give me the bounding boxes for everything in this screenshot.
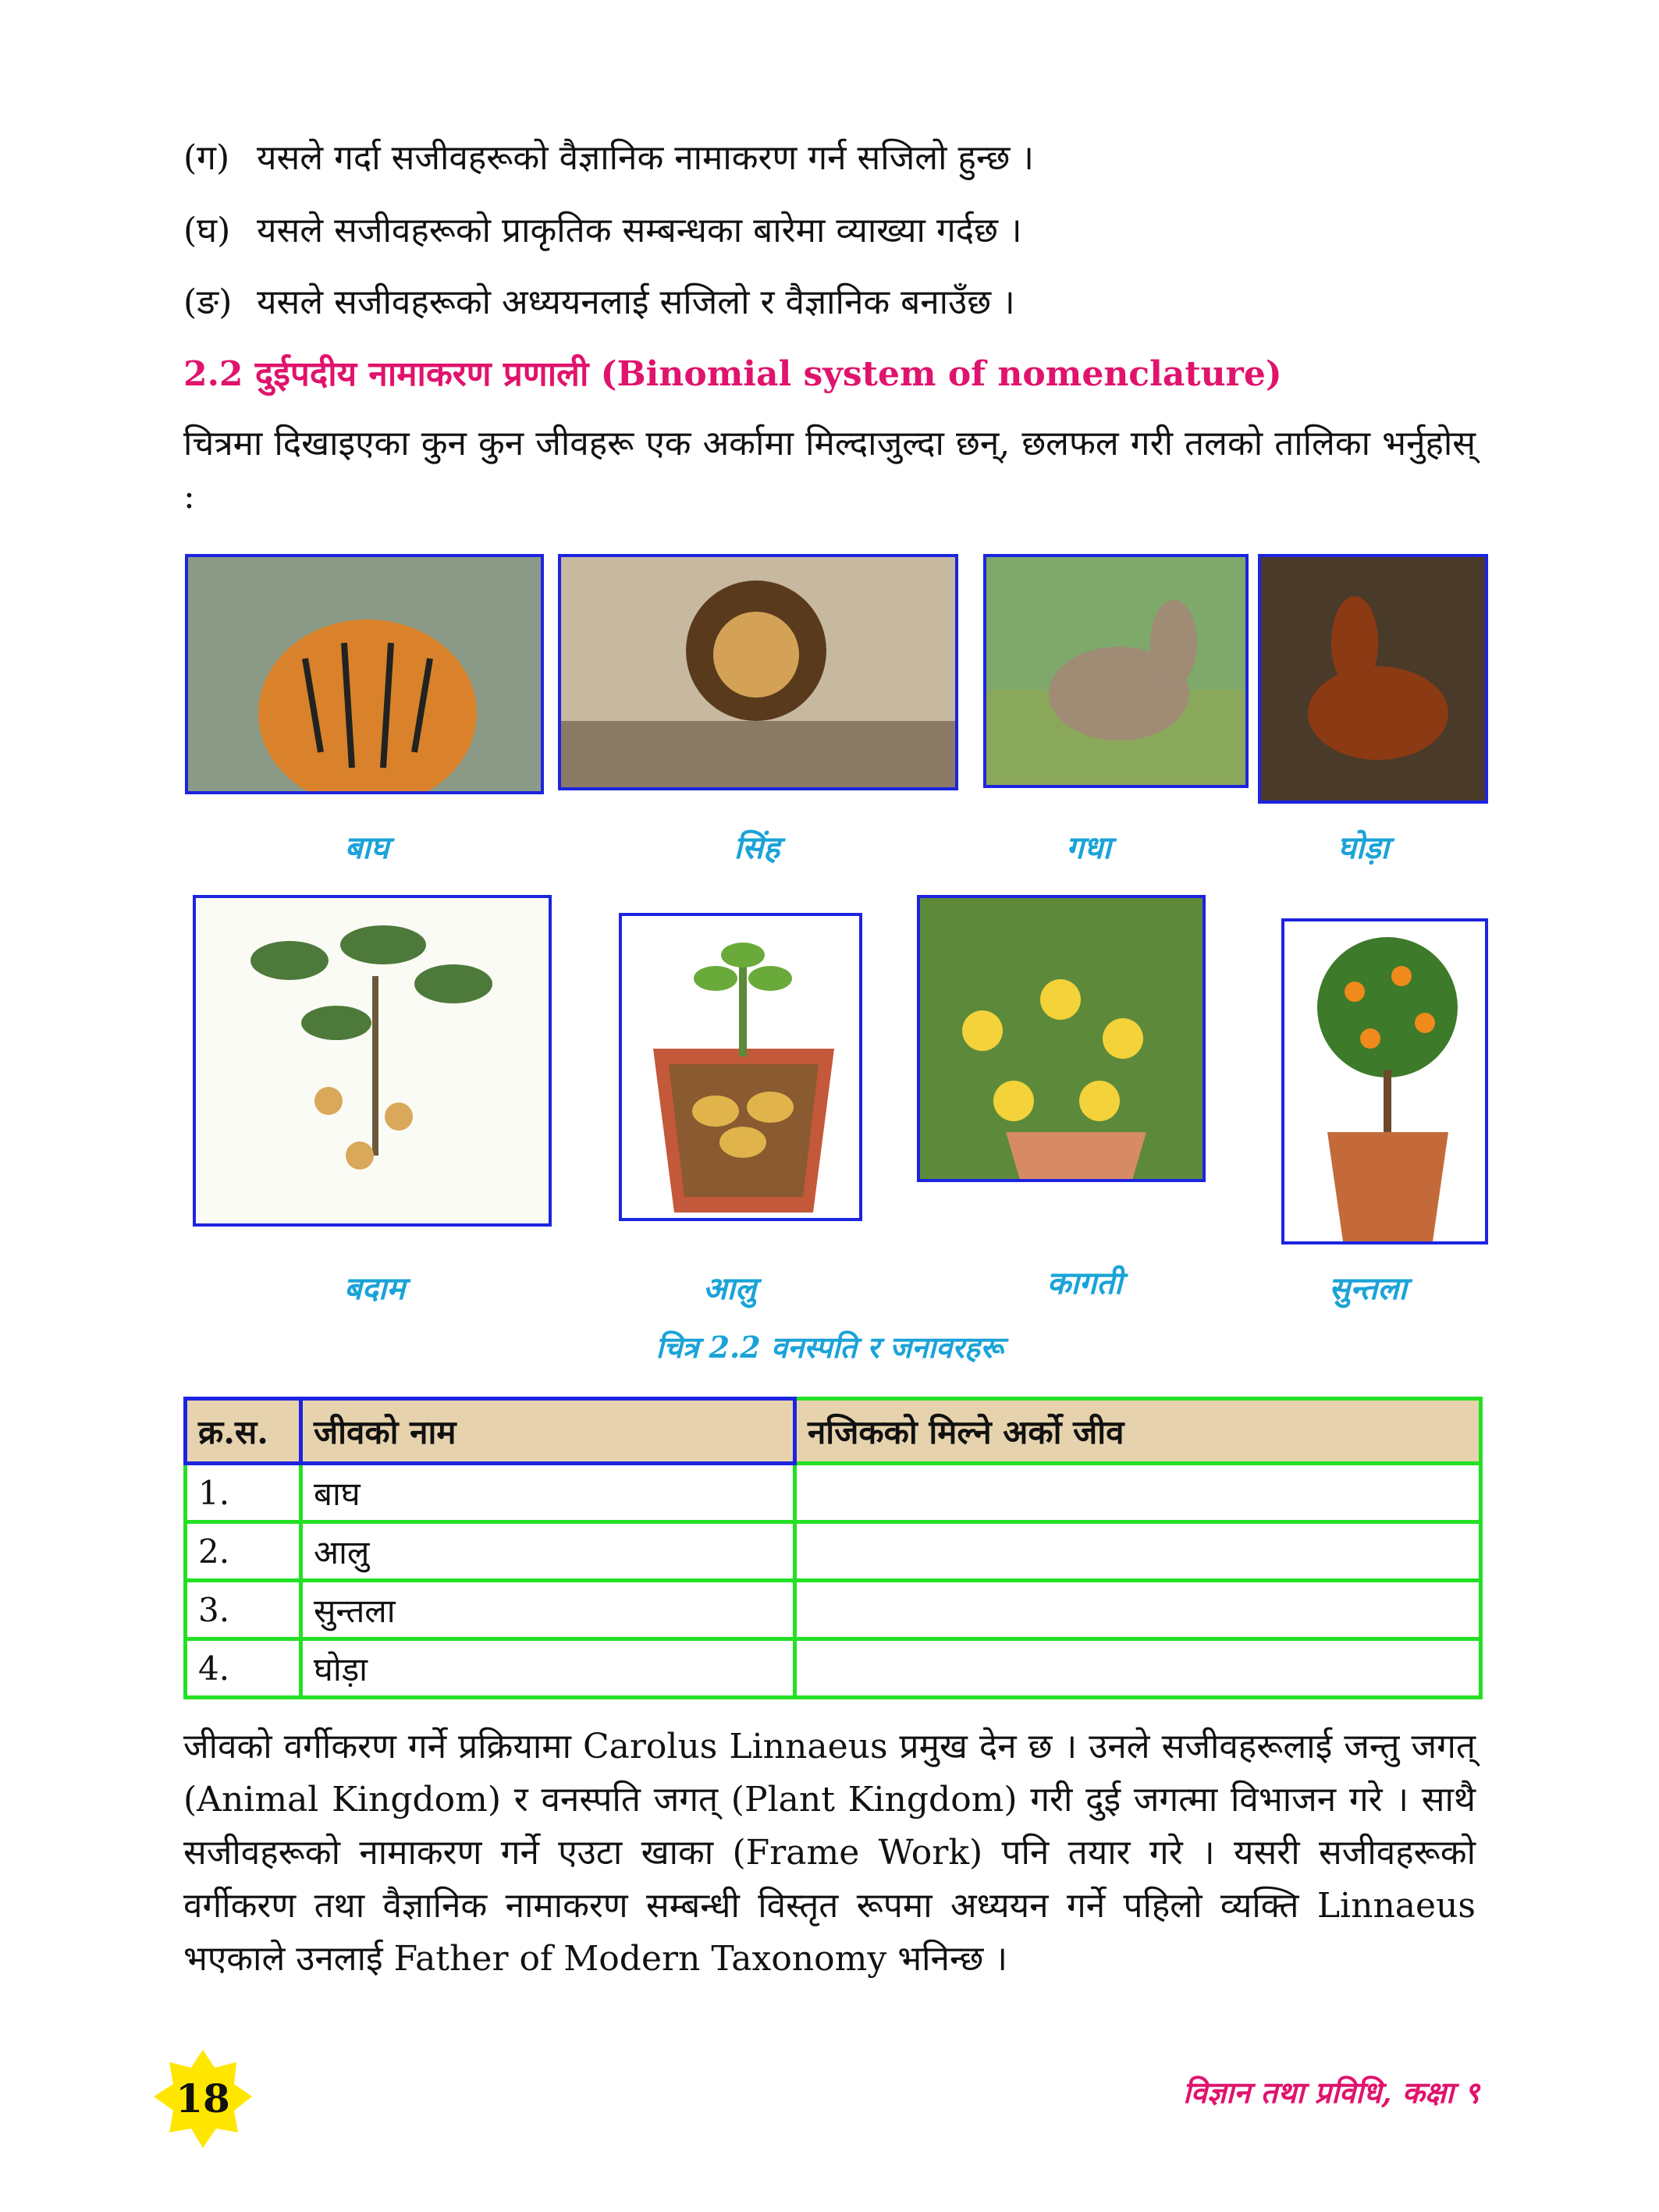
table-row [186, 1639, 1481, 1698]
caption-potato: आलु [703, 1270, 756, 1307]
list-text: यसले सजीवहरूको अध्ययनलाई सजिलो र वैज्ञानिक बनाउँछ । [257, 282, 1015, 322]
list-item [183, 209, 1476, 253]
organism-cell: घोड़ा [301, 1639, 795, 1698]
table-row [186, 1522, 1481, 1581]
page-number-badge [152, 2048, 254, 2150]
horse-photo [1258, 554, 1488, 804]
list-label: (ङ) [183, 282, 233, 322]
organism-cell: सुन्तला [301, 1581, 795, 1639]
table-row [186, 1464, 1481, 1522]
tiger-photo [185, 554, 544, 794]
caption-tiger: बाघ [344, 829, 389, 866]
serial-cell: 1. [186, 1464, 301, 1522]
table-header-row [186, 1399, 1481, 1464]
section-heading: 2.2 दुईपदीय नामाकरण प्रणाली (Binomial system of nomenclature) [183, 354, 1282, 394]
list-item [183, 281, 1476, 325]
list-item [183, 137, 1476, 180]
lion-photo [558, 554, 958, 790]
classification-table [183, 1397, 1483, 1699]
caption-orange: सुन्तला [1329, 1270, 1407, 1307]
donkey-photo [983, 554, 1249, 788]
caption-peanut: बदाम [343, 1270, 406, 1307]
organism-cell: बाघ [301, 1464, 795, 1522]
lemon-tree-photo [917, 895, 1206, 1182]
potato-pot-photo [619, 913, 862, 1221]
serial-cell: 4. [186, 1639, 301, 1698]
page-number: 18 [176, 2075, 230, 2121]
footer-title: विज्ञान तथा प्रविधि, कक्षा ९ [1182, 2075, 1480, 2110]
column-header-related: नजिकको मिल्ने अर्को जीव [795, 1399, 1481, 1464]
list-label: (घ) [183, 211, 231, 250]
intro-paragraph: चित्रमा दिखाइएका कुन कुन जीवहरू एक अर्कामा मिल्दाजुल्दा छन्, छलफल गरी तलको तालिका भर्नुहोस् : [183, 424, 1476, 517]
peanut-plant-photo [193, 895, 552, 1227]
list-label: (ग) [183, 138, 230, 178]
figure-caption: चित्र 2.2 वनस्पति र जनावरहरू [655, 1330, 1004, 1365]
related-cell[interactable] [795, 1581, 1481, 1639]
organism-cell: आलु [301, 1522, 795, 1581]
table-row [186, 1581, 1481, 1639]
body-paragraph: जीवको वर्गीकरण गर्ने प्रक्रियामा Carolus Linnaeus प्रमुख देन छ । उनले सजीवहरूलाई जन्तु जगत् (Animal Kingdom) र वनस्पति जगत् (Plant Kingdom) गरी दुई जगत्मा विभाजन गरे । साथै सजीवहरूको नामाकरण गर्ने एउटा खाका (Frame Work) पनि तयार गरे । यसरी सजीवहरूको वर्गीकरण तथा वैज्ञानिक नामाकरण सम्बन्धी विस्तृत रूपमा अध्ययन गर्ने पहिलो व्यक्ति Linnaeus भएकाले उनलाई Father of Modern Taxonomy भनिन्छ । [183, 1727, 1476, 1979]
related-cell[interactable] [795, 1464, 1481, 1522]
caption-horse: घोड़ा [1338, 829, 1389, 866]
column-header-organism: जीवको नाम [301, 1399, 795, 1464]
list-text: यसले सजीवहरूको प्राकृतिक सम्बन्धका बारेमा व्याख्या गर्दछ । [257, 211, 1022, 250]
serial-cell: 3. [186, 1581, 301, 1639]
caption-lion: सिंह [734, 829, 780, 866]
column-header-serial: क्र.स. [186, 1399, 301, 1464]
serial-cell: 2. [186, 1522, 301, 1581]
list-text: यसले गर्दा सजीवहरूको वैज्ञानिक नामाकरण गर्न सजिलो हुन्छ । [257, 138, 1034, 178]
caption-lemon: कागती [1046, 1265, 1123, 1301]
orange-tree-photo [1281, 918, 1488, 1244]
related-cell[interactable] [795, 1639, 1481, 1698]
related-cell[interactable] [795, 1522, 1481, 1581]
caption-donkey: गधा [1066, 829, 1111, 866]
